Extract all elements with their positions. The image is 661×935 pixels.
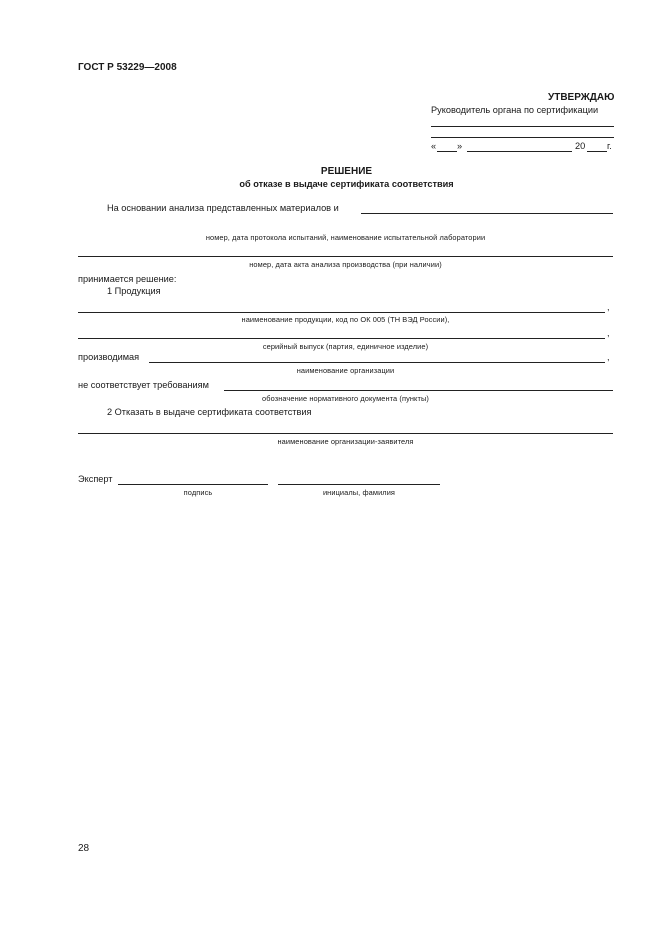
basis-text: На основании анализа представленных материалов и — [107, 203, 339, 213]
approval-line-1 — [431, 126, 614, 127]
basis-fill-line — [361, 213, 613, 214]
standard-code: ГОСТ Р 53229—2008 — [78, 62, 177, 73]
produced-by-label: производимая — [78, 352, 140, 362]
production-act-line — [78, 256, 613, 257]
date-close-quote: » — [457, 141, 463, 151]
product-line-comma: , — [607, 302, 610, 312]
signature-line — [118, 484, 268, 485]
date-day-line — [437, 151, 457, 152]
serial-line — [78, 338, 605, 339]
item-2-refuse: 2 Отказать в выдаче сертификата соответствия — [107, 407, 312, 417]
approval-position: Руководитель органа по сертификации — [431, 105, 599, 115]
caption-normative: обозначение нормативного документа (пункты) — [262, 394, 429, 403]
document-title: РЕШЕНИЕ — [320, 166, 373, 177]
approval-title: УТВЕРЖДАЮ — [548, 92, 615, 103]
date-year-prefix: 20 — [575, 141, 586, 151]
document-subtitle: об отказе в выдаче сертификата соответствия — [239, 179, 454, 189]
caption-applicant: наименование организации-заявителя — [277, 437, 414, 446]
org-line — [149, 362, 605, 363]
caption-product: наименование продукции, код по ОК 005 (ТН ВЭД России), — [241, 315, 450, 324]
expert-label: Эксперт — [78, 474, 113, 484]
caption-org: наименование организации — [296, 366, 395, 375]
approval-line-2 — [431, 137, 614, 138]
page-number: 28 — [78, 843, 90, 854]
not-compliant-label: не соответствует требованиям — [78, 380, 209, 390]
org-line-comma: , — [607, 352, 610, 362]
caption-protocol: номер, дата протокола испытаний, наименование испытательной лаборатории — [205, 233, 486, 242]
date-open-quote: « — [431, 141, 437, 151]
date-year-line — [587, 151, 607, 152]
name-line — [278, 484, 440, 485]
caption-signature: подпись — [183, 488, 213, 497]
applicant-line — [78, 433, 613, 434]
caption-name: инициалы, фамилия — [322, 488, 396, 497]
product-line — [78, 312, 605, 313]
date-year-suffix: г. — [607, 141, 612, 151]
caption-serial: серийный выпуск (партия, единичное изделие) — [262, 342, 429, 351]
serial-line-comma: , — [607, 328, 610, 338]
decision-intro: принимается решение: — [78, 274, 177, 284]
caption-production-act: номер, дата акта анализа производства (при наличии) — [249, 260, 442, 269]
item-1-product: 1 Продукция — [107, 286, 161, 296]
date-month-line — [467, 151, 572, 152]
normative-line — [224, 390, 613, 391]
